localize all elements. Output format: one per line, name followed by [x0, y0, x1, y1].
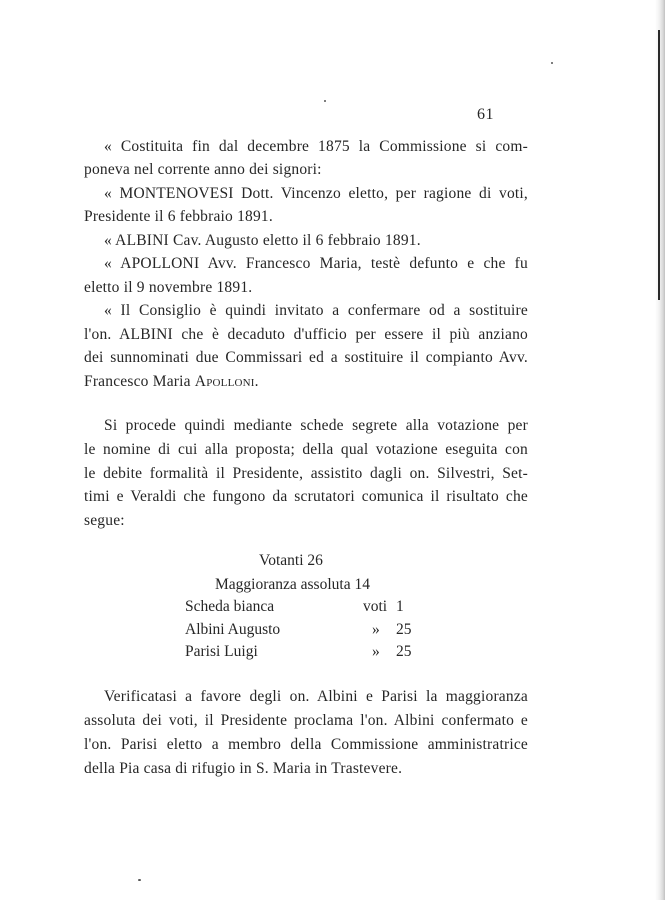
text-line: [84, 374, 259, 390]
page-number: 61: [477, 106, 494, 123]
text-line: poneva nel corrente anno dei signori:: [84, 161, 322, 178]
text-line: timi e Veraldi che fungono da scrutatori comunica il risultato che: [84, 488, 528, 505]
text-line: le debite formalità il Presidente, assistito dagli on. Silvestri, Set-: [84, 465, 528, 482]
text-line: segue:: [84, 512, 125, 529]
name-smallcaps: Apolloni.: [194, 373, 259, 390]
text-line: l'on. Parisi eletto a membro della Commissione amministratrice: [84, 736, 528, 753]
vote-label: Scheda bianca: [185, 598, 275, 615]
text-line: « Costituita fin dal decembre 1875 la Commissione si com-: [104, 138, 528, 155]
vote-count: 25: [396, 621, 412, 638]
page-edge-shadow: [655, 0, 665, 900]
text-line: Verificatasi a favore degli on. Albini e Parisi la maggioranza: [104, 688, 528, 705]
voters-count: Votanti 26: [259, 552, 323, 569]
text-line: « MONTENOVESI Dott. Vincenzo eletto, per ragione di voti,: [104, 185, 528, 202]
text-line: eletto il 9 novembre 1891.: [84, 279, 253, 296]
text-line: dei sunnominati due Commissari ed a sostituire il compianto Avv.: [84, 349, 528, 366]
vote-label: Albini Augusto: [185, 621, 281, 638]
vote-unit: »: [372, 621, 380, 638]
text-line: l'on. ALBINI che è decaduto d'ufficio per essere il più anziano: [84, 326, 528, 343]
vote-unit: voti: [363, 598, 388, 615]
text-span: Francesco Maria: [84, 373, 191, 390]
vote-unit: »: [372, 643, 380, 660]
vote-label: Parisi Luigi: [185, 643, 258, 660]
text-line: assoluta dei voti, il Presidente proclama l'on. Albini confermato e: [84, 712, 528, 729]
text-line: le nomine di cui alla proposta; della qual votazione eseguita con: [84, 441, 528, 458]
vote-count: 25: [396, 643, 412, 660]
absolute-majority: Maggioranza assoluta 14: [215, 576, 370, 593]
text-line: « APOLLONI Avv. Francesco Maria, testè defunto e che fu: [104, 255, 528, 272]
scan-speck: [324, 100, 326, 102]
text-line: della Pia casa di rifugio in S. Maria in Trastevere.: [84, 760, 403, 777]
scan-edge-line: [658, 30, 660, 300]
scan-speck: [551, 62, 553, 64]
vote-count: 1: [396, 598, 404, 615]
text-line: Si procede quindi mediante schede segrete alla votazione per: [104, 417, 528, 434]
text-line: « Il Consiglio è quindi invitato a confermare od a sostituire: [104, 302, 528, 319]
text-line: Presidente il 6 febbraio 1891.: [84, 208, 273, 225]
text-line: « ALBINI Cav. Augusto eletto il 6 febbraio 1891.: [104, 232, 421, 249]
scan-speck: [138, 879, 141, 881]
